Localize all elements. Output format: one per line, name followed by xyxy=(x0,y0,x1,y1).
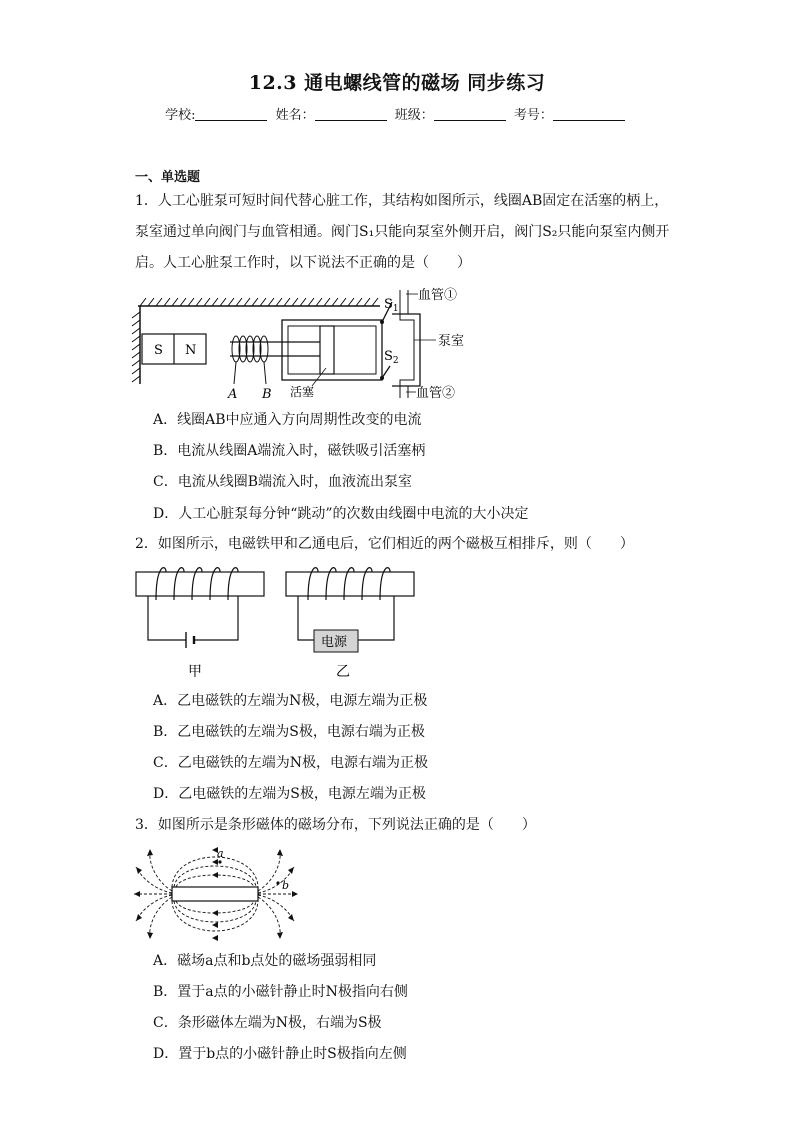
piston-label: 活塞 xyxy=(290,385,315,399)
question-1-option-b[interactable]: B．电流从线圈A端流入时，磁铁吸引活塞柄 xyxy=(153,443,426,459)
question-1-option-d[interactable]: D．人工心脏泵每分钟“跳动”的次数由线圈中电流的大小决定 xyxy=(153,506,529,522)
school-label: 学校: xyxy=(165,108,196,123)
coil-b-label: B xyxy=(262,387,272,402)
school-blank xyxy=(195,107,267,121)
name-label: 姓名： xyxy=(275,108,315,123)
vessel-2-label: 血管② xyxy=(416,386,456,401)
question-1-figure xyxy=(130,284,470,402)
question-1-option-a[interactable]: A．线圈AB中应通入方向周期性改变的电流 xyxy=(153,412,422,428)
question-2-option-b[interactable]: B．乙电磁铁的左端为S极，电源右端为正极 xyxy=(153,724,425,740)
question-3-option-c[interactable]: C．条形磁体左端为N极，右端为S极 xyxy=(153,1015,382,1031)
question-1-option-c[interactable]: C．电流从线圈B端流入时，血液流出泵室 xyxy=(153,474,412,490)
section-heading: 一、单选题 xyxy=(135,170,201,185)
question-2-figure xyxy=(132,562,422,684)
question-2-option-a[interactable]: A．乙电磁铁的左端为N极，电源左端为正极 xyxy=(153,693,428,709)
point-b-label: b xyxy=(282,879,290,892)
chamber-label: 泵室 xyxy=(438,334,465,349)
question-3-option-b[interactable]: B．置于a点的小磁针静止时N极指向右侧 xyxy=(153,984,408,1000)
question-2-option-d[interactable]: D．乙电磁铁的左端为S极，电源左端为正极 xyxy=(153,786,426,802)
page-title: 12.3 通电螺线管的磁场 同步练习 xyxy=(248,72,546,94)
magnet-s-label: S xyxy=(154,343,163,358)
question-2-option-c[interactable]: C．乙电磁铁的左端为N极，电源右端为正极 xyxy=(153,755,428,771)
question-3-stem: 3．如图所示是条形磁体的磁场分布，下列说法正确的是（ ） xyxy=(135,817,536,833)
exam-number-blank xyxy=(553,107,625,121)
question-3-figure xyxy=(132,843,302,945)
magnet-n-label: N xyxy=(185,343,197,358)
power-source-label: 电源 xyxy=(321,635,348,650)
magnet-yi-label: 乙 xyxy=(336,664,350,680)
class-blank xyxy=(434,107,506,121)
student-info-line xyxy=(0,104,794,123)
question-2-stem: 2．如图所示，电磁铁甲和乙通电后，它们相近的两个磁极互相排斥，则（ ） xyxy=(135,536,634,552)
class-label: 班级： xyxy=(394,108,434,123)
question-3-option-a[interactable]: A．磁场a点和b点处的磁场强弱相同 xyxy=(153,953,377,969)
question-1-stem: 1．人工心脏泵可短时间代替心脏工作，其结构如图所示，线圈AB固定在活塞的柄上，泵室通过单向阀门与血管相通。阀门S₁只能向泵室外侧开启，阀门S₂只能向泵室内侧开启。人工心脏泵工作时，以下说法不正确的是（ ） xyxy=(135,193,670,271)
question-3-option-d[interactable]: D．置于b点的小磁针静止时S极指向左侧 xyxy=(153,1046,407,1062)
exam-number-label: 考号： xyxy=(513,108,553,123)
vessel-1-label: 血管① xyxy=(418,288,458,303)
point-a-label: a xyxy=(217,847,224,860)
magnet-jia-label: 甲 xyxy=(188,664,202,680)
name-blank xyxy=(315,107,387,121)
valve-s2-label: $S_2$ xyxy=(384,349,399,366)
coil-a-label: A xyxy=(228,387,238,402)
valve-s1-label: $S_1$ xyxy=(384,297,399,314)
